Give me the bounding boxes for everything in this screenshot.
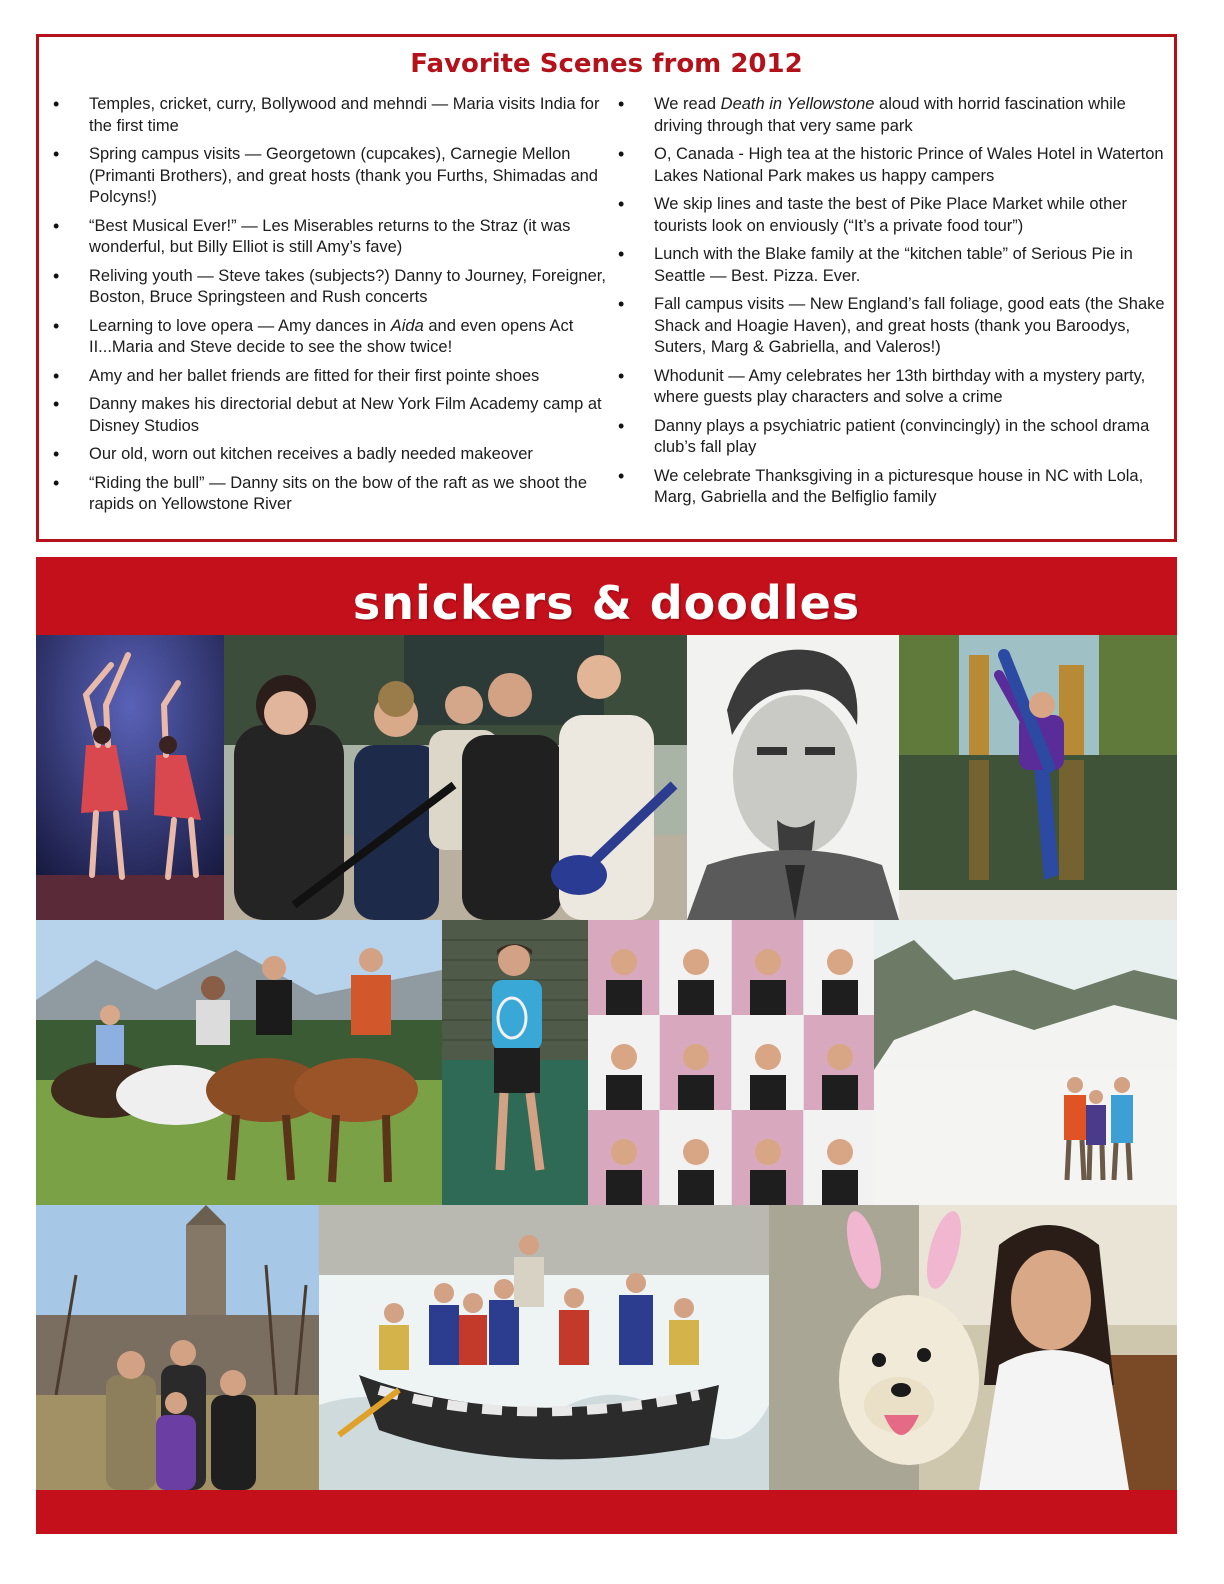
list-item: • “Best Musical Ever!” — Les Miserables returns to the Straz (it was wonderful, but Billy Elliot is still Amy’s fave)	[49, 216, 611, 259]
chapel-photo	[36, 1205, 319, 1490]
rafting-photo	[319, 1205, 769, 1490]
portrait-drawing	[687, 635, 899, 920]
list-item: • Temples, cricket, curry, Bollywood and mehndi — Maria visits India for the first time	[49, 94, 611, 137]
list-item: • Amy and her ballet friends are fitted for their first pointe shoes	[49, 366, 611, 388]
horseback-photo	[36, 920, 442, 1205]
scenes-list-left	[49, 94, 611, 523]
tennis-photo	[442, 920, 588, 1205]
list-item: • Whodunit — Amy celebrates her 13th birthday with a mystery party, where guests play characters and solve a crime	[614, 366, 1169, 409]
favorite-scenes-box	[36, 34, 1177, 542]
list-item: • Learning to love opera — Amy dances in Aida and even opens Act II...Maria and Steve decide to see the show twice!	[49, 316, 611, 359]
list-item: • Our old, worn out kitchen receives a badly needed makeover	[49, 444, 611, 466]
lake-pose-photo	[899, 635, 1177, 920]
list-item: • Danny makes his directorial debut at New York Film Academy camp at Disney Studios	[49, 394, 611, 437]
photobooth-grid	[588, 920, 874, 1205]
list-item: • O, Canada - High tea at the historic Prince of Wales Hotel in Waterton Lakes National Park makes us happy campers	[614, 144, 1169, 187]
list-item: • Lunch with the Blake family at the “kitchen table” of Serious Pie in Seattle — Best. Pizza. Ever.	[614, 244, 1169, 287]
list-item: • “Riding the bull” — Danny sits on the bow of the raft as we shoot the rapids on Yellowstone River	[49, 473, 611, 516]
dancers-photo	[36, 635, 224, 920]
dog-ears-photo	[769, 1205, 1177, 1490]
list-item: • We skip lines and taste the best of Pike Place Market while other tourists look on enviously (“It’s a private food tour”)	[614, 194, 1169, 237]
list-item: • Danny plays a psychiatric patient (convincingly) in the school drama club’s fall play	[614, 416, 1169, 459]
band-photo	[224, 635, 687, 920]
collage-title: snickers & doodles	[352, 576, 861, 630]
list-item: • Fall campus visits — New England’s fall foliage, good eats (the Shake Shack and Hoagie Haven), and great hosts (thank you Baroodys, Suters, Marg & Gabriella, and Valeros!)	[614, 294, 1169, 359]
photo-collage	[36, 557, 1177, 1534]
scenes-title: Favorite Scenes from 2012	[410, 49, 803, 79]
snowfield-photo	[874, 920, 1177, 1205]
list-item: • Spring campus visits — Georgetown (cupcakes), Carnegie Mellon (Primanti Brothers), and great hosts (thank you Furths, Shimadas and Polcyns!)	[49, 144, 611, 209]
list-item: • We read Death in Yellowstone aloud with horrid fascination while driving through that very same park	[614, 94, 1169, 137]
list-item: • Reliving youth — Steve takes (subjects?) Danny to Journey, Foreigner, Boston, Bruce Springsteen and Rush concerts	[49, 266, 611, 309]
scenes-list-right	[614, 94, 1169, 516]
list-item: • We celebrate Thanksgiving in a picturesque house in NC with Lola, Marg, Gabriella and the Belfiglio family	[614, 466, 1169, 509]
